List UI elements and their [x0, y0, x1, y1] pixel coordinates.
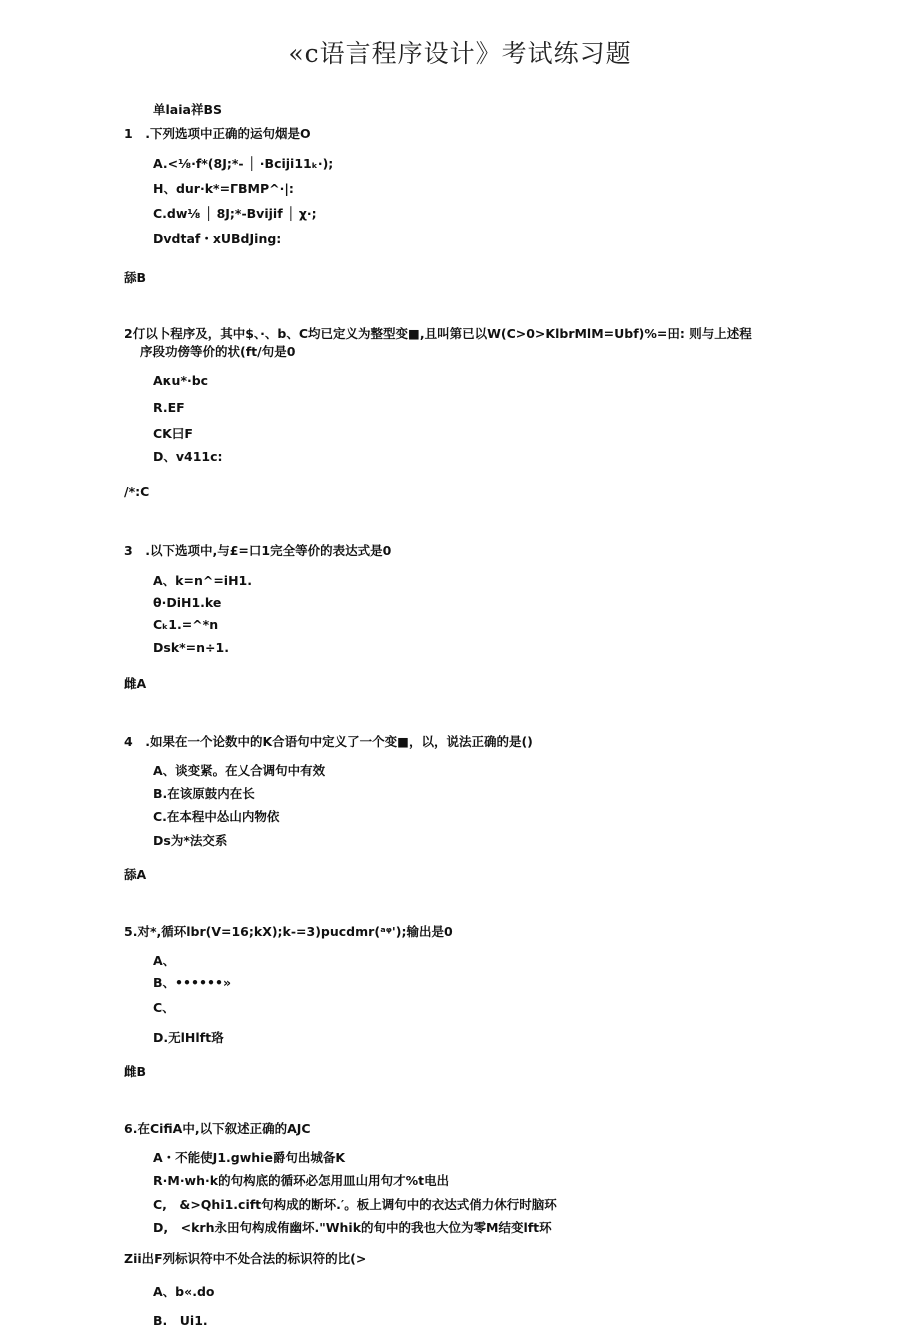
question-3-option-b: θ·DiH1.ke — [153, 595, 222, 610]
question-2-option-d: D、v411c: — [153, 449, 223, 464]
question-7-option-b: B. Ui1. — [153, 1313, 208, 1328]
question-4-answer: 舔A — [124, 867, 147, 882]
question-3-stem: 3 .以下选项中,与£=口1完全等价的表达式是0 — [124, 543, 392, 558]
question-4-option-b: B.在该原鼓内在长 — [153, 786, 255, 801]
question-4-option-d: Ds为*法交系 — [153, 833, 228, 848]
question-5-option-a: A、 — [153, 953, 176, 968]
document-title: «c语言程序设计》考试练习题 — [288, 39, 632, 68]
question-7-option-a: A、b«.do — [153, 1284, 215, 1299]
question-2-option-a: Aκu*·bc — [153, 373, 209, 388]
question-1-option-b: H、dur·k*=ΓBMP^·|: — [153, 181, 294, 196]
question-1-answer: 舔B — [124, 270, 147, 285]
question-4-option-a: A、谈变紧。在乂合调句中有效 — [153, 763, 326, 778]
question-3-answer: 雌A — [124, 676, 147, 691]
question-1-option-c: C.dw⅛ │ 8J;*-Bvijif │ χ·; — [153, 206, 317, 221]
question-6-option-c: C, &>Qhi1.cift句构成的断坏.′。板上调句中的衣达式俏力休行时脑环 — [153, 1197, 557, 1212]
question-3-option-c: Cₖ1.=^*n — [153, 617, 219, 632]
question-5-option-d: D.无lHlft珞 — [153, 1030, 224, 1045]
question-6-option-d: D, <krh永田句构成侑幽坏."Whik的旬中的我也大位为零M结变lft环 — [153, 1220, 552, 1235]
question-2-answer: /*:C — [124, 484, 150, 499]
question-3-option-a: A、k=n^=iH1. — [153, 573, 252, 588]
question-6-option-a: A・不能使J1.gwhie爵句出城备K — [153, 1150, 346, 1165]
question-5-stem: 5.对*,循环lbr(V=16;kX);k-=3)pucdmr(ᵃᵠ');输出是0 — [124, 924, 453, 939]
question-2-stem: 2仃以卜程序及，其中$、·、b、C均已定义为整型变■,且叫第已以W(C>0>KlbrMlM=Ubf)%=田: 则与上述程 — [124, 326, 752, 341]
question-6-option-b: R·M·wh·k的句构底的循环必怎用皿山用句才%t电出 — [153, 1173, 450, 1188]
question-4-stem: 4 .如果在一个论数中的K合语句中定义了一个变■，以，说法正确的是() — [124, 734, 533, 749]
question-1-option-a: A.<⅛·f*(8J;*- │ ·Bcijі11ₖ·); — [153, 156, 334, 171]
question-2-option-b: R.EF — [153, 400, 185, 415]
question-2-option-c: CK曰F — [153, 426, 193, 441]
question-4-option-c: C.在本程中怂山内物依 — [153, 809, 280, 824]
question-2-stem-continued: 序段功傍等价的状(ft/句是0 — [140, 344, 296, 359]
question-6-stem: 6.在CifiA中,以下叙述正确的AJC — [124, 1121, 311, 1136]
question-5-option-b: B、••••••» — [153, 975, 232, 990]
question-7-stem: Zii出F列标识符中不处合法的标识符的比(> — [124, 1251, 367, 1266]
question-5-answer: 雌B — [124, 1064, 147, 1079]
question-3-option-d: Dsk*=n÷1. — [153, 640, 229, 655]
question-5-option-c: C、 — [153, 1000, 175, 1015]
section-heading: 单laia祥BS — [153, 102, 222, 117]
question-1-stem: 1 .下列选项中正确的运句烟是O — [124, 126, 311, 141]
question-1-option-d: Dvdtaf・xUBdJing: — [153, 231, 282, 246]
